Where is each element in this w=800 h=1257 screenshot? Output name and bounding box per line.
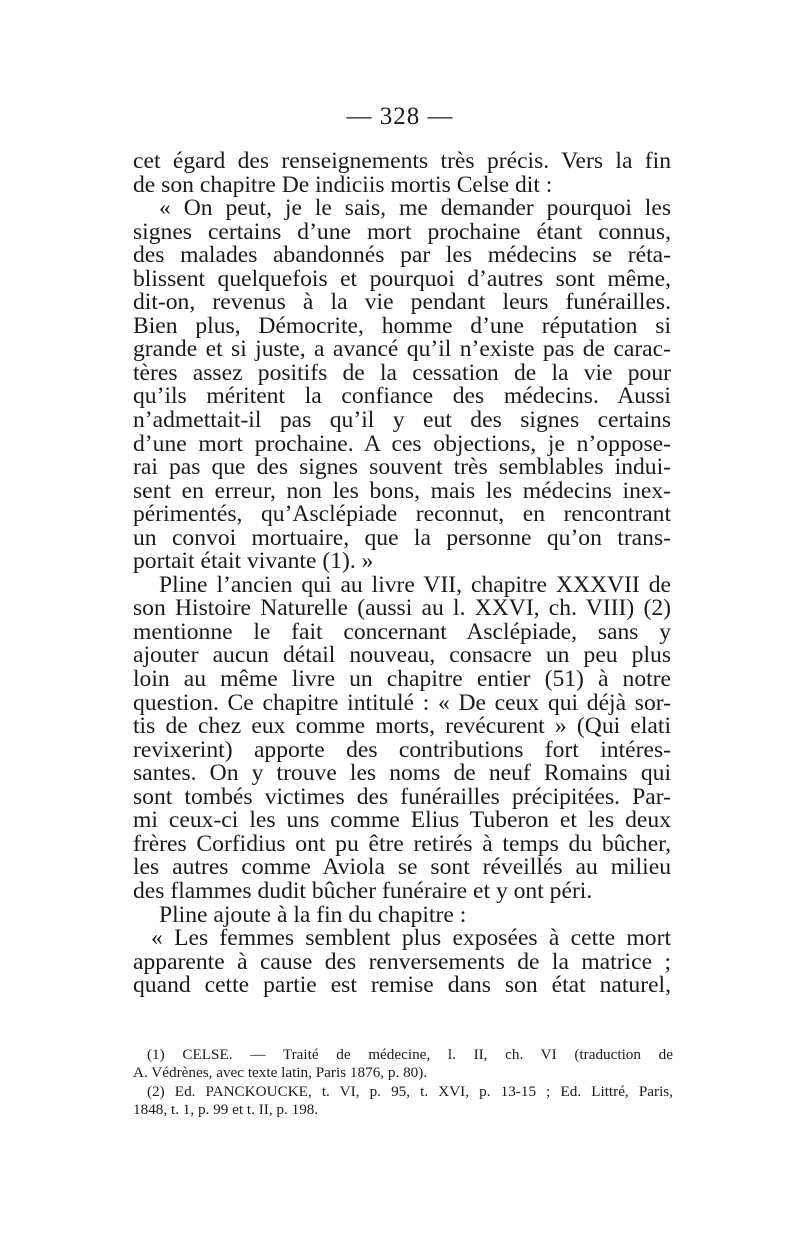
text-line: ajouter aucun détail nouveau, consacre un peu plus xyxy=(133,642,671,669)
text-line: un convoi mortuaire, que la personne qu’on trans- xyxy=(133,524,671,551)
text-line: qu’ils méritent la confiance des médecins. Aussi xyxy=(133,383,671,410)
text-line: portait était vivante (1). » xyxy=(133,548,374,575)
text-line: quand cette partie est remise dans son état naturel, xyxy=(133,972,671,999)
text-line: dit-on, revenus à la vie pendant leurs funérailles. xyxy=(133,289,671,316)
page-number: — 328 — xyxy=(346,103,454,130)
text-line: loin au même livre un chapitre entier (51) à notre xyxy=(133,666,671,693)
text-line: les autres comme Aviola se sont réveillés au milieu xyxy=(133,854,671,881)
text-line: mentionne le fait concernant Asclépiade, sans y xyxy=(133,618,671,645)
text-line: tis de chez eux comme morts, revécurent » (Qui elati xyxy=(133,713,671,740)
text-line: tères assez positifs de la cessation de la vie pour xyxy=(133,359,671,386)
text-line: d’une mort prochaine. A ces objections, je n’oppose- xyxy=(133,430,671,457)
text-line: santes. On y trouve les noms de neuf Romains qui xyxy=(133,760,671,787)
text-line: Pline l’ancien qui au livre VII, chapitre XXXVII de xyxy=(159,571,671,598)
text-line: blissent quelquefois et pourquoi d’autres sont même, xyxy=(133,265,671,292)
text-line: Bien plus, Démocrite, homme d’une réputation si xyxy=(133,312,671,339)
text-line: frères Corfidius ont pu être retirés à temps du bûcher, xyxy=(133,830,671,857)
text-line: grande et si juste, a avancé qu’il n’existe pas de carac- xyxy=(133,336,671,363)
footnote-line: (1) CELSE. — Traité de médecine, l. II, ch. VI (traduction de xyxy=(147,1046,673,1063)
footnote-line: A. Védrènes, avec texte latin, Paris 1876, p. 80). xyxy=(133,1064,428,1082)
text-line: son Histoire Naturelle (aussi au l. XXVI, ch. VIII) (2) xyxy=(133,595,671,622)
text-line: périmentés, qu’Asclépiade reconnut, en rencontrant xyxy=(133,501,671,528)
footnote-line: (2) Ed. PANCKOUCKE, t. VI, p. 95, t. XVI, p. 13-15 ; Ed. Littré, Paris, xyxy=(147,1082,673,1100)
text-line: question. Ce chapitre intitulé : « De ceux qui déjà sor- xyxy=(133,689,671,716)
text-line: signes certains d’une mort prochaine étant connus, xyxy=(133,218,671,245)
text-line: mi ceux-ci les uns comme Elius Tuberon et les deux xyxy=(133,807,671,834)
text-line: rai pas que des signes souvent très semblables indui- xyxy=(133,454,671,481)
body-text xyxy=(133,150,671,998)
text-line: n’admettait-il pas qu’il y eut des signes certains xyxy=(133,407,671,434)
text-line: cet égard des renseignements très précis. Vers la fin xyxy=(133,148,671,174)
text-line: sont tombés victimes des funérailles précipitées. Par- xyxy=(133,783,671,810)
text-line: des flammes dudit bûcher funéraire et y ont péri. xyxy=(133,877,593,904)
footnote-line: 1848, t. 1, p. 99 et t. II, p. 198. xyxy=(133,1100,319,1118)
text-line: Pline ajoute à la fin du chapitre : xyxy=(159,901,467,928)
text-line: de son chapitre De indiciis mortis Celse dit : xyxy=(133,171,553,198)
text-line: « Les femmes semblent plus exposées à cette mort xyxy=(151,925,671,952)
text-line: revixerint) apporte des contributions fort intéres- xyxy=(133,736,671,763)
footnotes xyxy=(133,1046,673,1119)
text-line: des malades abandonnés par les médecins se réta- xyxy=(133,242,671,269)
text-line: sent en erreur, non les bons, mais les médecins inex- xyxy=(133,477,671,504)
text-line: apparente à cause des renversements de la matrice ; xyxy=(133,948,671,975)
text-line: « On peut, je le sais, me demander pourquoi les xyxy=(159,195,671,222)
